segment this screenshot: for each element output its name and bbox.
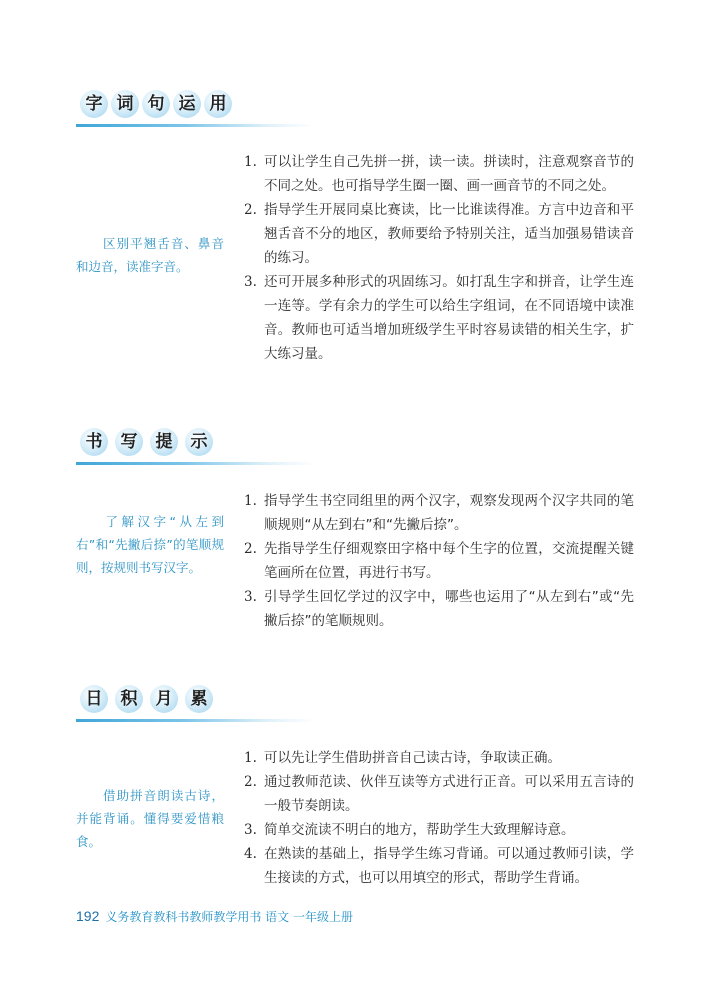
list-item: [244, 842, 634, 890]
side-note: [76, 232, 224, 278]
item-text: 在熟读的基础上，指导学生练习背诵。可以通过教师引读，学生接读的方式，也可以用填空的形式，帮助学生背诵。: [264, 846, 634, 886]
title-char: 日: [80, 685, 108, 713]
list-item: [244, 198, 634, 270]
item-text: 还可开展多种形式的巩固练习。如打乱生字和拼音，让学生连一连等。学有余力的学生可以给生字组词，在不同语境中读准音。教师也可适当增加班级学生平时容易读错的相关生字，扩大练习量。: [264, 274, 634, 362]
side-note-text: 借助拼音朗读古诗，并能背诵。懂得要爱惜粮食。: [76, 788, 224, 849]
title-char: 月: [150, 685, 178, 713]
list-item: [244, 818, 634, 842]
item-number: 3.: [244, 822, 257, 838]
header-underline: [76, 719, 314, 722]
title-char: 书: [80, 428, 108, 456]
section-header: [76, 683, 316, 723]
item-text: 可以先让学生借助拼音自己读古诗，争取读正确。: [264, 750, 561, 766]
title-char: 提: [150, 428, 178, 456]
book-title: 义务教育教科书教师教学用书 语文 一年级上册: [105, 910, 353, 924]
list-item: [244, 270, 634, 366]
item-number: 1.: [244, 154, 257, 170]
title-char: 句: [142, 90, 170, 118]
section-title: [80, 685, 220, 713]
item-text: 可以让学生自己先拼一拼，读一读。拼读时，注意观察音节的不同之处。也可指导学生圈一圈、画一画音节的不同之处。: [264, 154, 634, 194]
list-item: [244, 770, 634, 818]
section-title: [80, 428, 220, 456]
page-number: 192: [76, 908, 100, 924]
page-footer: [76, 908, 353, 925]
item-text: 指导学生开展同桌比赛读，比一比谁读得准。方言中边音和平翘舌音不分的地区，教师要给予特别关注，适当加强易错读音的练习。: [264, 202, 634, 266]
section-header: [76, 426, 316, 466]
section-header: [76, 88, 316, 128]
side-note: [76, 510, 224, 579]
list-item: [244, 585, 634, 633]
title-char: 词: [111, 90, 139, 118]
guidance-list: [244, 150, 634, 366]
title-char: 用: [204, 90, 232, 118]
side-note-text: 区别平翘舌音、鼻音和边音，读准字音。: [76, 236, 224, 274]
header-underline: [76, 462, 314, 465]
item-number: 1.: [244, 493, 257, 509]
title-char: 示: [185, 428, 213, 456]
guidance-list: [244, 746, 634, 890]
item-text: 简单交流读不明白的地方，帮助学生大致理解诗意。: [264, 822, 575, 838]
item-number: 3.: [244, 589, 257, 605]
item-number: 2.: [244, 202, 257, 218]
title-char: 写: [115, 428, 143, 456]
item-text: 先指导学生仔细观察田字格中每个生字的位置，交流提醒关键笔画所在位置，再进行书写。: [264, 541, 634, 581]
list-item: [244, 537, 634, 585]
title-char: 运: [173, 90, 201, 118]
title-char: 累: [185, 685, 213, 713]
item-number: 3.: [244, 274, 257, 290]
list-item: [244, 746, 634, 770]
item-number: 2.: [244, 774, 257, 790]
side-note-text: 了解汉字“从左到右”和“先撇后捺”的笔顺规则，按规则书写汉字。: [76, 514, 224, 575]
header-underline: [76, 124, 314, 127]
guidance-list: [244, 489, 634, 633]
section-title: [80, 90, 235, 118]
title-char: 字: [80, 90, 108, 118]
title-char: 积: [115, 685, 143, 713]
list-item: [244, 150, 634, 198]
item-text: 通过教师范读、伙伴互读等方式进行正音。可以采用五言诗的一般节奏朗读。: [264, 774, 634, 814]
side-note: [76, 784, 224, 853]
item-number: 2.: [244, 541, 257, 557]
item-text: 指导学生书空同组里的两个汉字，观察发现两个汉字共同的笔顺规则“从左到右”和“先撇后捺”。: [264, 493, 634, 533]
item-text: 引导学生回忆学过的汉字中，哪些也运用了“从左到右”或“先撇后捺”的笔顺规则。: [264, 589, 634, 629]
list-item: [244, 489, 634, 537]
item-number: 4.: [244, 846, 257, 862]
item-number: 1.: [244, 750, 257, 766]
